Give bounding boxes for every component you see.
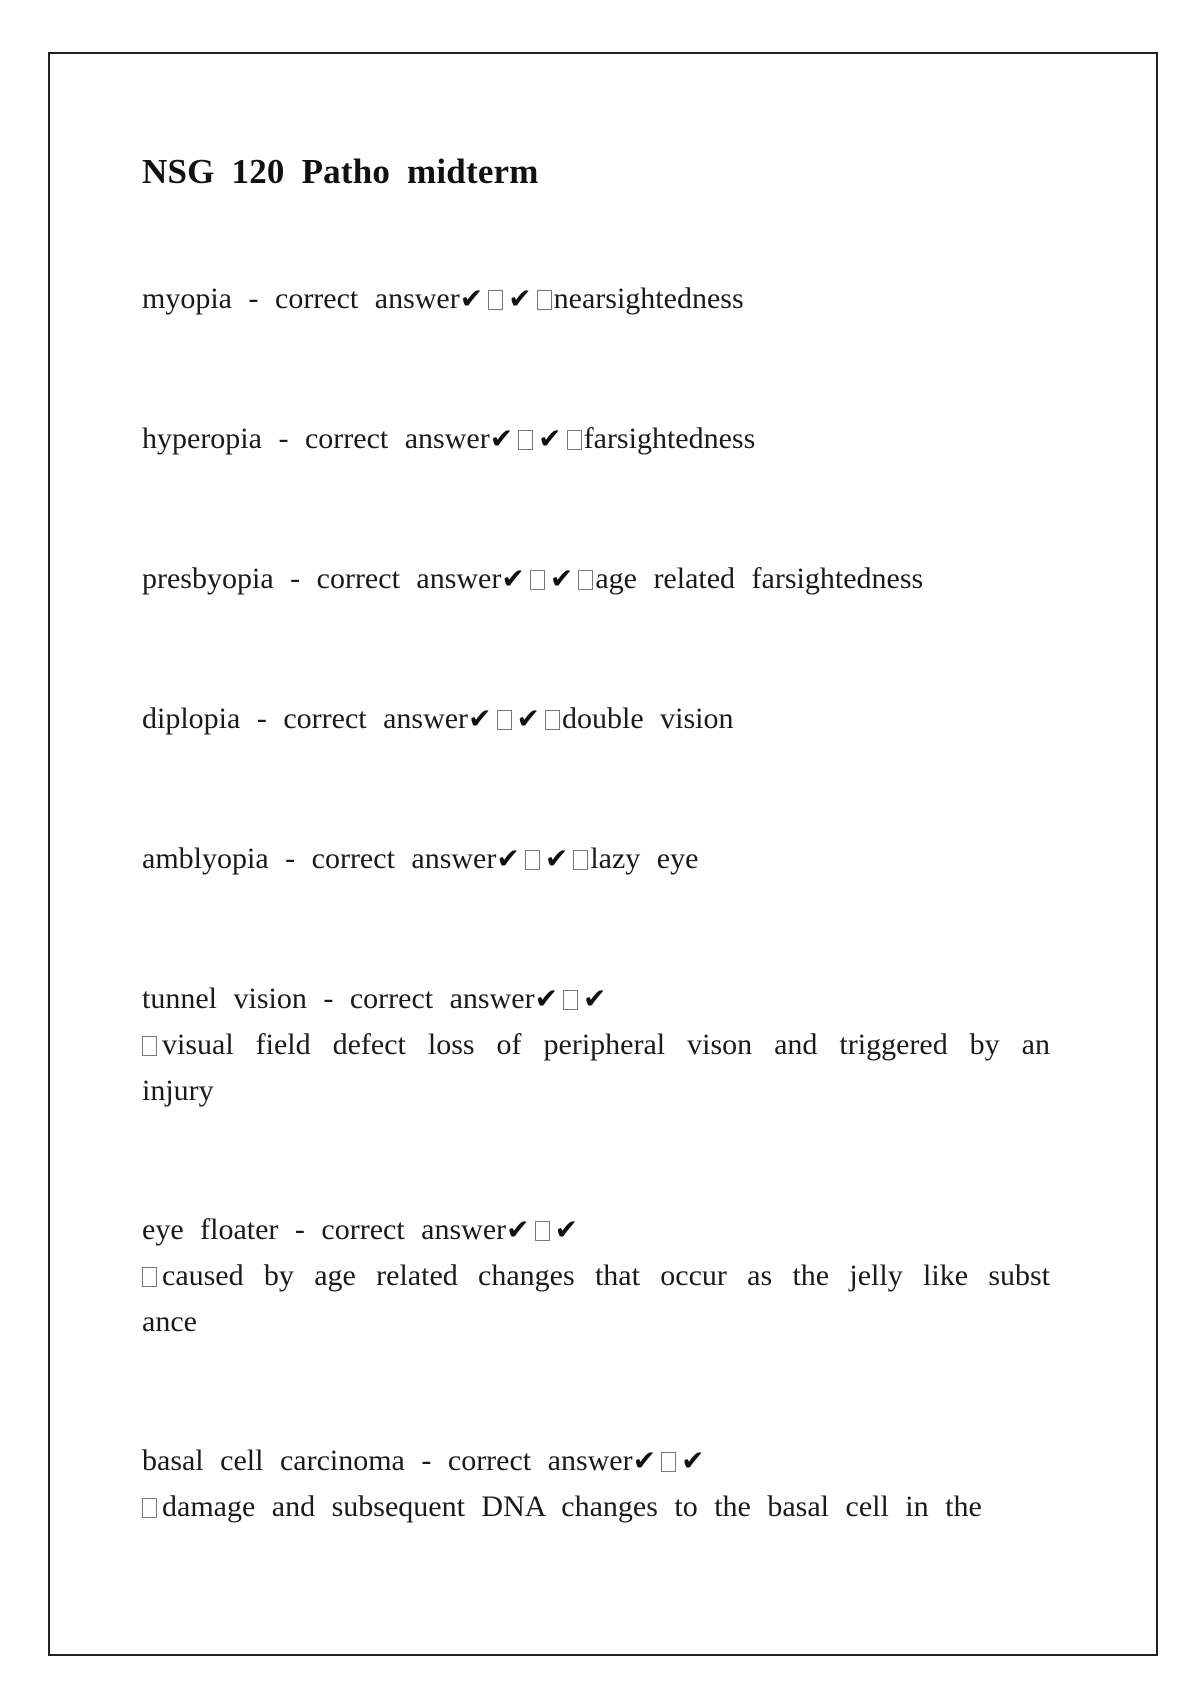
entry-term: amblyopia	[142, 842, 269, 875]
missing-glyph-icon	[567, 430, 582, 450]
answer-label: correct answer	[316, 562, 502, 595]
entry-presbyopia	[142, 556, 1050, 602]
missing-glyph-icon	[142, 1036, 157, 1056]
check-icon: ✔	[583, 982, 607, 1015]
entry-definition: farsightedness	[583, 422, 756, 455]
missing-glyph-icon	[142, 1267, 157, 1287]
entry-amblyopia	[142, 836, 1050, 882]
entry-definition: caused by age related changes that occur as the jelly like subst ance	[142, 1259, 1050, 1338]
missing-glyph-icon	[488, 290, 503, 310]
check-icon: ✔	[516, 702, 540, 735]
check-icon: ✔	[489, 422, 514, 455]
answer-label: correct answer	[304, 422, 490, 455]
answer-label: correct answer	[275, 282, 460, 315]
entry-separator: -	[240, 702, 284, 735]
entry-basal-cell-carcinoma	[142, 1438, 1050, 1530]
missing-glyph-icon	[525, 850, 540, 870]
missing-glyph-icon	[142, 1498, 157, 1518]
entry-separator: -	[404, 1444, 448, 1477]
check-icon: ✔	[544, 842, 569, 875]
check-icon: ✔	[549, 562, 574, 595]
check-icon: ✔	[459, 282, 484, 315]
check-icon: ✔	[538, 422, 562, 455]
entry-term: eye floater	[142, 1213, 279, 1246]
missing-glyph-icon	[578, 570, 593, 590]
check-icon: ✔	[468, 702, 492, 735]
answer-label: correct answer	[283, 702, 469, 735]
entry-definition: lazy eye	[590, 842, 699, 875]
missing-glyph-icon	[545, 710, 560, 730]
entry-myopia	[142, 276, 1050, 322]
entry-tunnel-vision	[142, 976, 1050, 1114]
check-icon: ✔	[681, 1444, 705, 1477]
entry-term: hyperopia	[142, 422, 262, 455]
missing-glyph-icon	[537, 290, 552, 310]
answer-label: correct answer	[349, 982, 535, 1015]
check-icon: ✔	[506, 1213, 530, 1246]
missing-glyph-icon	[563, 990, 578, 1010]
missing-glyph-icon	[661, 1452, 676, 1472]
entry-diplopia	[142, 696, 1050, 742]
check-icon: ✔	[534, 982, 559, 1015]
answer-label: correct answer	[447, 1444, 633, 1477]
document-title: NSG 120 Patho midterm	[142, 152, 539, 191]
entry-separator: -	[232, 282, 275, 315]
entry-hyperopia	[142, 416, 1050, 462]
entry-separator: -	[261, 422, 305, 455]
entry-term: presbyopia	[142, 562, 274, 595]
check-icon: ✔	[554, 1213, 579, 1246]
entry-term: diplopia	[142, 702, 241, 735]
entry-separator: -	[268, 842, 312, 875]
entry-definition: age related farsightedness	[595, 562, 924, 595]
entry-definition: visual field defect loss of peripheral vison and triggered by an injury	[142, 1028, 1050, 1107]
entry-separator: -	[306, 982, 350, 1015]
entry-term: tunnel vision	[142, 982, 307, 1015]
missing-glyph-icon	[535, 1221, 550, 1241]
entry-definition: double vision	[562, 702, 734, 735]
entry-separator: -	[278, 1213, 322, 1246]
check-icon: ✔	[508, 282, 532, 315]
entry-definition: damage and subsequent DNA changes to the basal cell in the	[162, 1490, 982, 1523]
entry-term: basal cell carcinoma	[142, 1444, 405, 1477]
entry-separator: -	[273, 562, 317, 595]
check-icon: ✔	[496, 842, 520, 875]
check-icon: ✔	[632, 1444, 657, 1477]
check-icon: ✔	[501, 562, 525, 595]
entry-eye-floater	[142, 1207, 1050, 1345]
entry-definition: nearsightedness	[553, 282, 744, 315]
answer-label: correct answer	[321, 1213, 507, 1246]
entry-term: myopia	[142, 282, 232, 315]
missing-glyph-icon	[573, 850, 588, 870]
missing-glyph-icon	[530, 570, 545, 590]
answer-label: correct answer	[311, 842, 497, 875]
missing-glyph-icon	[518, 430, 533, 450]
missing-glyph-icon	[497, 710, 512, 730]
